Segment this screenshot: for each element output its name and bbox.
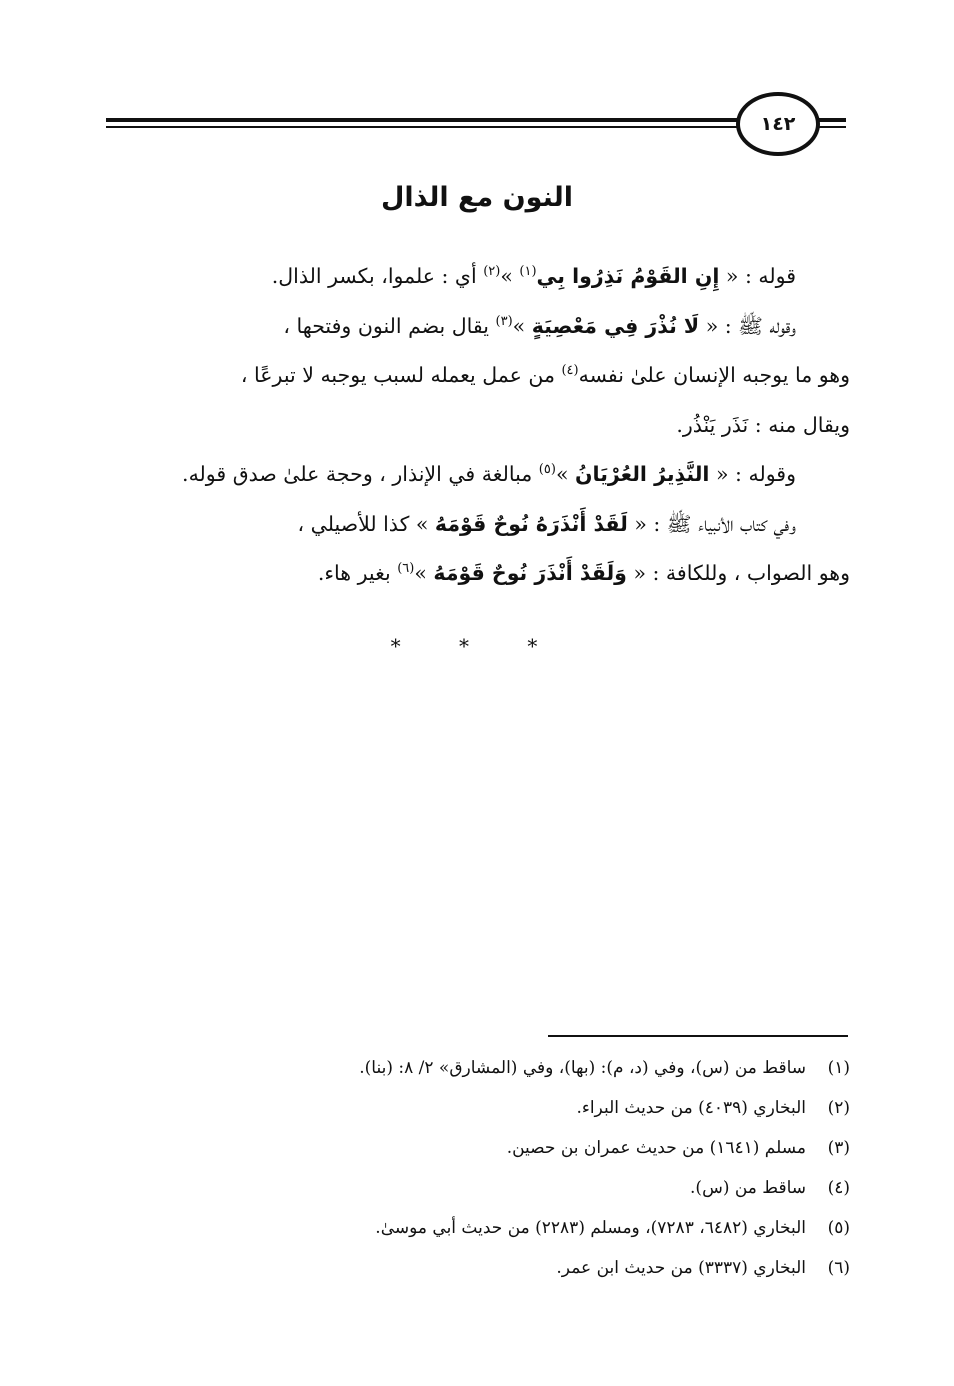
footnote-item [150, 1168, 850, 1208]
footnote-item [150, 1088, 850, 1128]
footnote-text: البخاري (٤٠٣٩) من حديث البراء. [576, 1098, 806, 1118]
footnote-number: (٣) [827, 1138, 850, 1158]
paragraph-4-line-1 [106, 500, 850, 550]
text-span: » [512, 313, 532, 338]
footnotes [150, 1048, 850, 1288]
footnote-ref: (٢) [483, 264, 501, 280]
quote-span: النَّذِيرُ العُرْيَانُ [575, 462, 710, 486]
body-text [106, 252, 850, 599]
paragraph-3 [106, 450, 850, 500]
page-number-badge [736, 92, 820, 156]
quote-span: وَلَقَدْ أَنْذَرَ نُوحٌ قَوْمَهُ [433, 561, 627, 585]
text-span: » [500, 264, 520, 288]
text-span: أي : علموا، بكسر الذال. [271, 264, 484, 288]
footnote-ref: (٤) [561, 363, 579, 379]
chapter-title: النون مع الذال [380, 182, 574, 213]
text-span: مبالغة في الإنذار ، وحجة علىٰ صدق قوله. [182, 462, 539, 486]
footnote-number: (٦) [827, 1258, 850, 1278]
page-number: ١٤٢ [760, 113, 796, 135]
footnote-item [150, 1248, 850, 1288]
footnote-ref: (١) [519, 264, 537, 280]
text-span: وهو ما يوجبه الإنسان علىٰ نفسه [578, 363, 850, 387]
header-rule-thin [106, 126, 846, 128]
paragraph-2-line-3: ويقال منه : نَذَر يَنْذُر. [676, 412, 850, 437]
paragraph-2-line-1 [106, 302, 850, 352]
quote-span: لَقَدْ أَنْذَرَهُ نُوحٌ قَوْمَهُ [434, 511, 628, 536]
quote-span: إِنِ القَوْمُ نَذِرُوا بِي [536, 264, 720, 288]
footnote-text: ساقط من (س)، وفي (د، م): (بها)، وفي (المشارق» ٢/ ٨: (بنا). [359, 1058, 806, 1078]
footnote-item [150, 1208, 850, 1248]
text-span: وهو الصواب ، وللكافة : « [626, 561, 850, 585]
footnote-ref: (٣) [495, 313, 513, 329]
footnote-text: البخاري (٦٤٨٢، ٧٢٨٣)، ومسلم (٢٢٨٣) من حديث أبي موسىٰ. [375, 1218, 806, 1238]
footnote-ref: (٥) [538, 462, 556, 478]
text-span: قوله : « [719, 264, 796, 288]
text-span: وقوله ﷺ : « [699, 313, 796, 338]
footnote-text: البخاري (٣٣٣٧) من حديث ابن عمر. [556, 1258, 806, 1278]
header-rule-thick [106, 118, 846, 122]
footnote-number: (٥) [827, 1218, 850, 1238]
text-span: » [414, 561, 434, 585]
footnote-text: مسلم (١٦٤١) من حديث عمران بن حصين. [506, 1138, 806, 1158]
paragraph-1 [106, 252, 850, 302]
text-span: وفي كتاب الأنبياء ﷺ : « [627, 511, 796, 536]
text-span: وقوله : « [709, 462, 796, 486]
text-span: يقال بضم النون وفتحها ، [283, 313, 496, 338]
text-span: » كذا للأصيلي ، [297, 511, 435, 536]
text-span: من عمل يعمله لسبب يوجبه لا تبرعًا ، [240, 363, 562, 387]
section-separator: * * * [390, 634, 564, 658]
quote-span: لَا نُذْرَ فِي مَعْصِيَةٍ [531, 313, 700, 338]
text-span: » [555, 462, 575, 486]
footnote-item [150, 1128, 850, 1168]
footnote-number: (٤) [827, 1178, 850, 1198]
footnote-ref: (٦) [397, 561, 415, 577]
paragraph-4-line-2 [106, 549, 850, 599]
footnote-number: (١) [827, 1058, 850, 1078]
footnote-rule [548, 1035, 848, 1037]
paragraph-2-line-2 [106, 351, 850, 401]
text-span: بغير هاء. [317, 561, 398, 585]
footnote-item [150, 1048, 850, 1088]
footnote-text: ساقط من (س). [690, 1178, 806, 1198]
footnote-number: (٢) [827, 1098, 850, 1118]
